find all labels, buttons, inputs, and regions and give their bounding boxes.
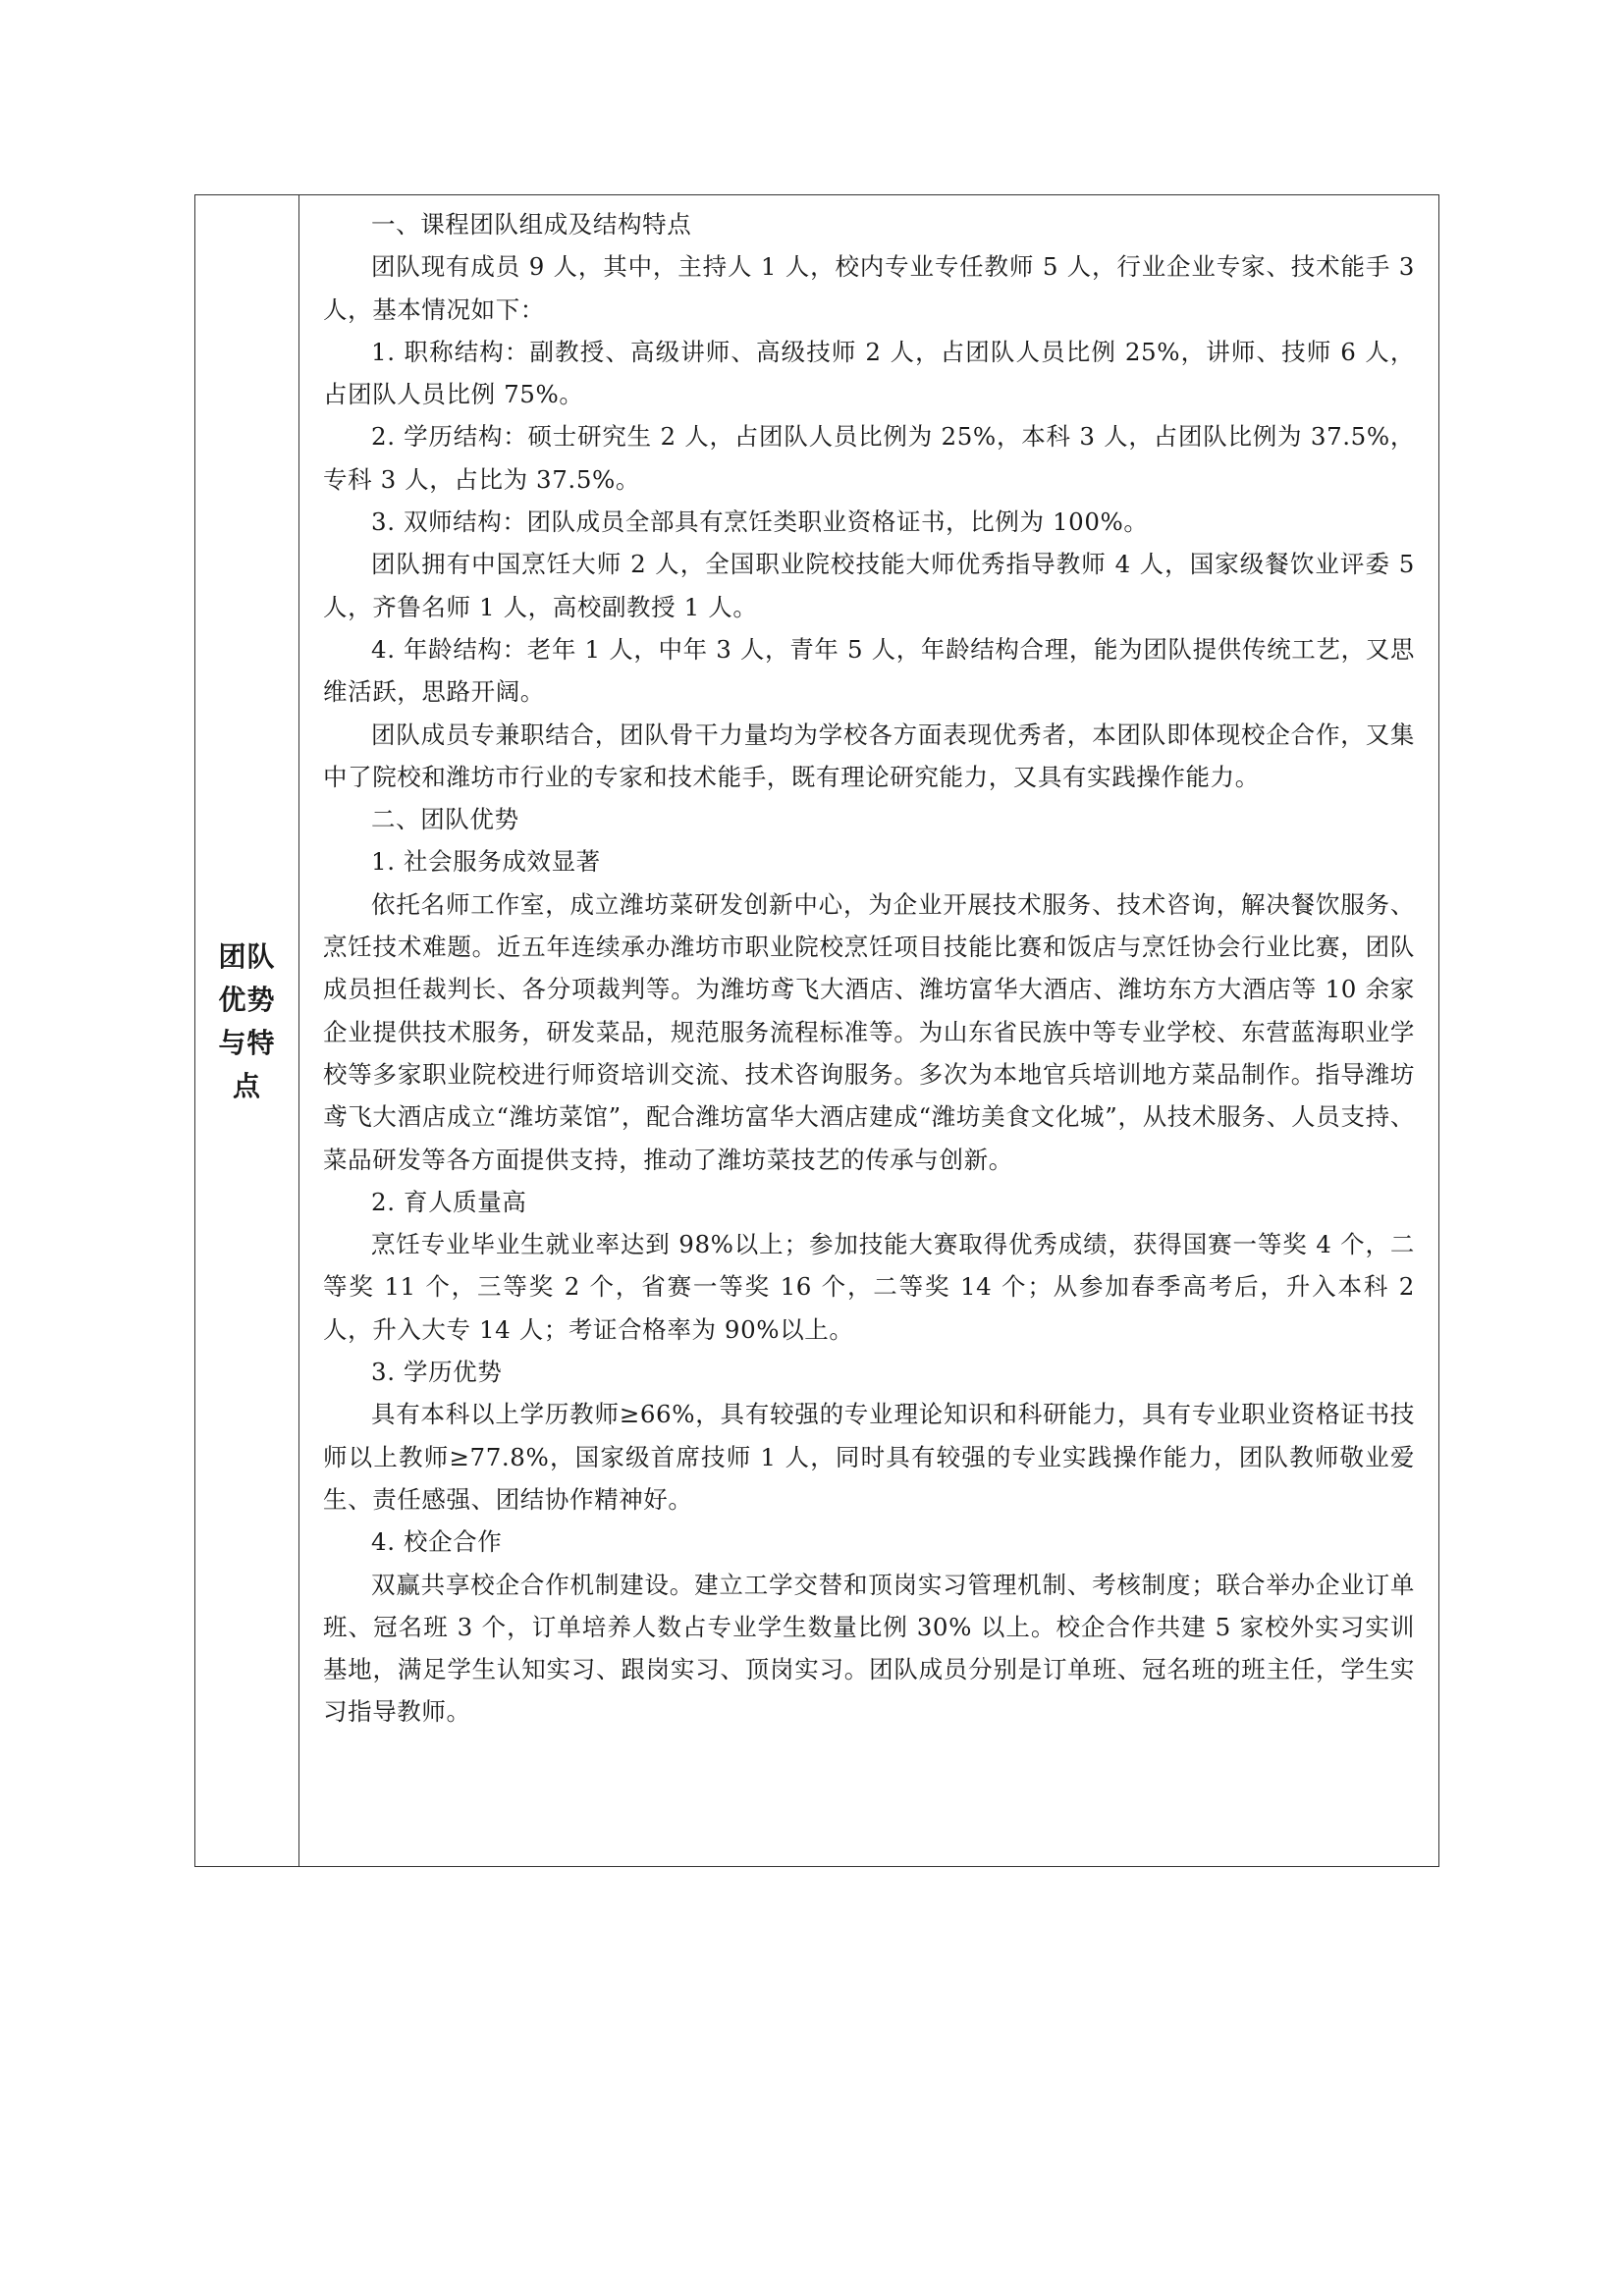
paragraph: 3. 双师结构：团队成员全部具有烹饪类职业资格证书，比例为 100%。: [371, 507, 1149, 537]
paragraph: 烹饪专业毕业生就业率达到 98%以上；参加技能大赛取得优秀成绩，获得国赛一等奖 4 个，二等奖 11 个，三等奖 2 个，省赛一等奖 16 个，二等奖 14 个；从参加春季高考后，升入本科 2 人，升入大专 14 人；考证合格率为 90%以上。: [323, 1230, 1415, 1344]
paragraph: 2. 学历结构：硕士研究生 2 人，占团队人员比例为 25%，本科 3 人，占团队比例为 37.5%，专科 3 人，占比为 37.5%。: [323, 422, 1415, 494]
content-cell: [299, 195, 1438, 1866]
subheading: 2. 育人质量高: [371, 1187, 527, 1216]
paragraph: 具有本科以上学历教师≥66%，具有较强的专业理论知识和科研能力，具有专业职业资格证书技师以上教师≥77.8%，国家级首席技师 1 人，同时具有较强的专业实践操作能力，团队教师敬业爱生、责任感强、团结协作精神好。: [323, 1400, 1415, 1514]
subheading: 3. 学历优势: [371, 1358, 503, 1387]
paragraph: 1. 职称结构：副教授、高级讲师、高级技师 2 人，占团队人员比例 25%，讲师、技师 6 人，占团队人员比例 75%。: [323, 337, 1415, 409]
paragraph: 团队成员专兼职结合，团队骨干力量均为学校各方面表现优秀者，本团队即体现校企合作，又集中了院校和潍坊市行业的专家和技术能手，既有理论研究能力，又具有实践操作能力。: [323, 720, 1415, 791]
paragraph: 依托名师工作室，成立潍坊菜研发创新中心，为企业开展技术服务、技术咨询，解决餐饮服务、烹饪技术难题。近五年连续承办潍坊市职业院校烹饪项目技能比赛和饭店与烹饪协会行业比赛，团队成员担任裁判长、各分项裁判等。为潍坊鸢飞大酒店、潍坊富华大酒店、潍坊东方大酒店等 10 余家企业提供技术服务，研发菜品，规范服务流程标准等。为山东省民族中等专业学校、东营蓝海职业学校等多家职业院校进行师资培训交流、技术咨询服务。多次为本地官兵培训地方菜品制作。指导潍坊鸢飞大酒店成立“潍坊菜馆”，配合潍坊富华大酒店建成“潍坊美食文化城”，从技术服务、人员支持、菜品研发等各方面提供支持，推动了潍坊菜技艺的传承与创新。: [323, 889, 1415, 1174]
subheading: 4. 校企合作: [371, 1527, 503, 1557]
info-table: [194, 194, 1439, 1867]
paragraph: 双赢共享校企合作机制建设。建立工学交替和顶岗实习管理机制、考核制度；联合举办企业订单班、冠名班 3 个，订单培养人数占专业学生数量比例 30% 以上。校企合作共建 5 家校外实习实训基地，满足学生认知实习、跟岗实习、顶岗实习。团队成员分别是订单班、冠名班的班主任，学生实习指导教师。: [323, 1570, 1415, 1727]
paragraph: 4. 年龄结构：老年 1 人，中年 3 人，青年 5 人，年龄结构合理，能为团队提供传统工艺，又思维活跃，思路开阔。: [323, 634, 1415, 707]
section-heading-1: 一、课程团队组成及结构特点: [371, 210, 692, 239]
row-label-cell: [195, 195, 299, 1866]
paragraph: 团队拥有中国烹饪大师 2 人，全国职业院校技能大师优秀指导教师 4 人，国家级餐饮业评委 5 人，齐鲁名师 1 人，高校副教授 1 人。: [323, 550, 1415, 621]
section-heading-2: 二、团队优势: [371, 805, 519, 834]
paragraph: 团队现有成员 9 人，其中，主持人 1 人，校内专业专任教师 5 人，行业企业专家、技术能手 3 人，基本情况如下：: [323, 252, 1415, 324]
row-label: 团队优势与特点: [218, 940, 276, 1102]
subheading: 1. 社会服务成效显著: [371, 847, 601, 877]
